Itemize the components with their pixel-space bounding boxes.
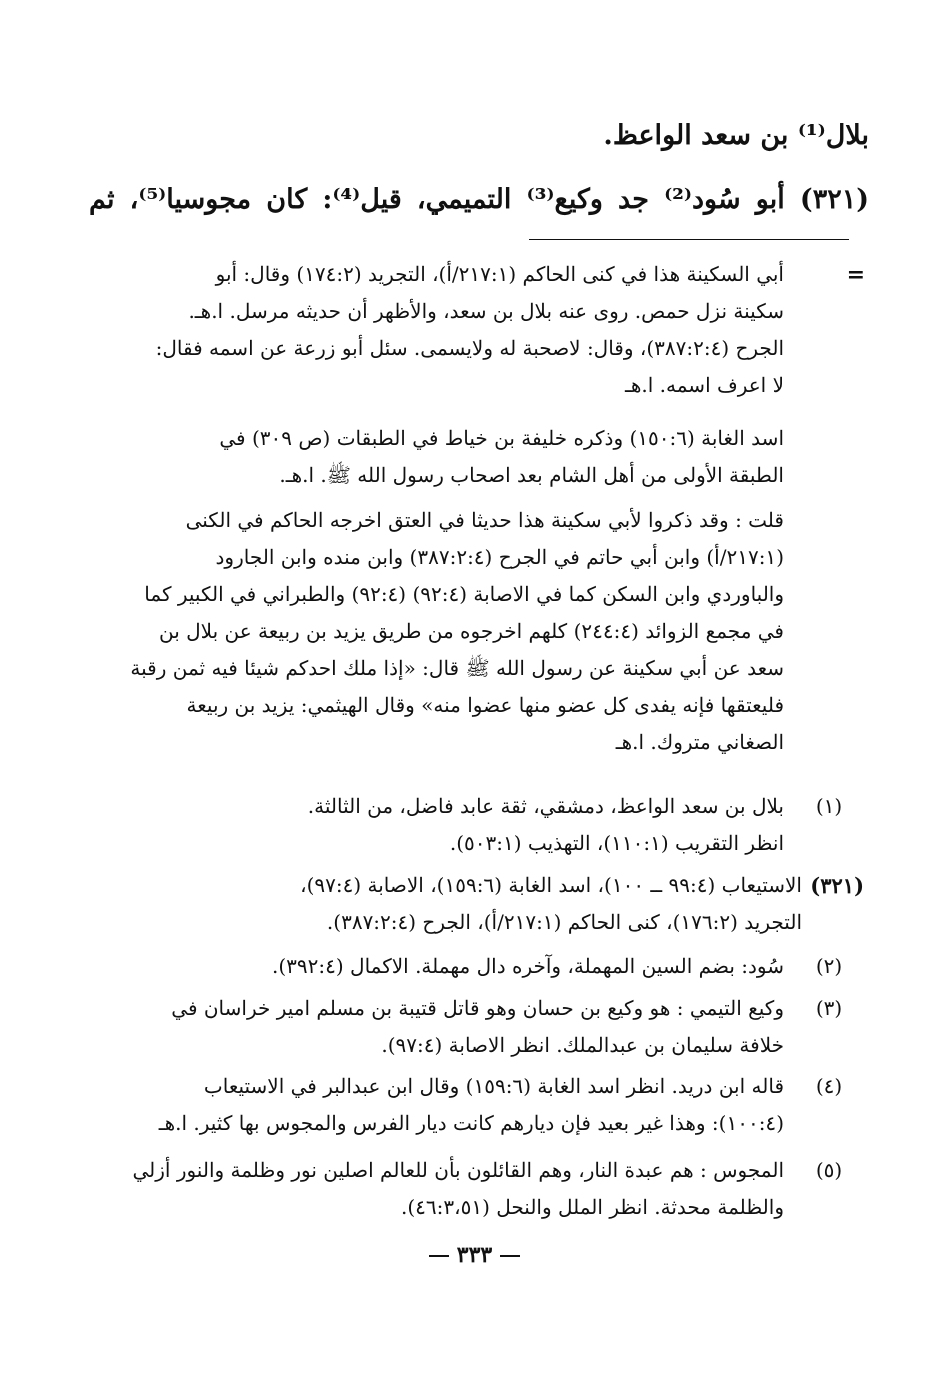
footnote-number: (٥) xyxy=(815,1158,843,1182)
dash-right xyxy=(500,1255,520,1257)
continued-footnote-paragraph-2 xyxy=(84,420,784,494)
footnote-line: اسد الغابة (١٥٠:٦) وذكره خليفة بن خياط في الطبقات (ص ٣٠٩) في xyxy=(219,426,784,450)
footnote-line: قلت : وقد ذكروا لأبي سكينة هذا حديثا في العتق اخرجه الحاكم في الكنى xyxy=(185,508,784,532)
footnote-line: والباوردي وابن السكن كما في الاصابة (٩٢:٤) (٩٢:٤) والطبراني في الكبير كما xyxy=(144,582,784,606)
footnote-line: لا اعرف اسمه. ا.هـ xyxy=(624,373,784,397)
footnote-line: المجوس : هم عبدة النار، وهم القائلون بأن للعالم اصلين نور وظلمة والنور أزلي xyxy=(132,1158,784,1182)
footnote-text xyxy=(84,788,784,862)
footnote-line: وكيع التيمي : هو وكيع بن حسان وهو قاتل قتيبة بن مسلم امير خراسان في xyxy=(171,996,784,1020)
dash-left xyxy=(429,1255,449,1257)
footnote-line: بلال بن سعد الواعظ، دمشقي، ثقة عابد فاضل، من الثالثة. xyxy=(307,794,784,818)
footnote-text xyxy=(84,867,802,941)
main-text-line-2: (٣٢١) أبو سُود⁽²⁾ جد وكيع⁽³⁾ التميمي، قيل⁽⁴⁾: كان مجوسيا⁽⁵⁾، ثم xyxy=(89,184,869,215)
footnote-number: (٤) xyxy=(815,1074,843,1098)
footnote-line: في مجمع الزوائد (٢٤٤:٤) كلهم اخرجوه من طريق يزيد بن ربيعة عن بلال بن xyxy=(158,619,784,643)
footnote-line: الصغاني متروك. ا.هـ xyxy=(615,730,784,754)
footnote-text xyxy=(84,948,784,985)
footnote-line: (٢١٧:١/أ) وابن أبي حاتم في الجرح (٣٨٧:٢:٤) وابن منده وابن الجارود xyxy=(215,545,784,569)
footnote-number: (١) xyxy=(815,794,843,818)
footnote-line: الطبقة الأولى من أهل الشام بعد اصحاب رسول الله ﷺ. ا.هـ. xyxy=(279,463,784,487)
footnote-line: التجريد (١٧٦:٢)، كنى الحاكم (٢١٧:١/أ)، الجرح (٣٨٧:٢:٤). xyxy=(326,910,802,934)
continued-footnote-paragraph-1 xyxy=(84,256,784,404)
continued-footnote-paragraph-3 xyxy=(84,502,784,761)
footnote-line: سكينة نزل حمص. روى عنه بلال بن سعد، والأظهر أن حديثه مرسل. ا.هـ. xyxy=(188,299,784,323)
footnote-number: (٢) xyxy=(815,954,843,978)
footnote-line: أبي السكينة هذا في كنى الحاكم (٢١٧:١/أ)، التجريد (١٧٤:٢) وقال: أبو xyxy=(215,262,784,286)
footnote-number: (٣٢١) xyxy=(810,873,864,898)
page-number-value: ٣٣٣ xyxy=(456,1242,493,1268)
footnote-line: الاستيعاب (٩٩:٤ ــ ١٠٠)، اسد الغابة (١٥٩:٦)، الاصابة (٩٧:٤)، xyxy=(300,873,802,897)
main-text-line-1: بلال⁽¹⁾ بن سعد الواعظ. xyxy=(603,120,869,151)
footnote-line: قاله ابن دريد. انظر اسد الغابة (١٥٩:٦) وقال ابن عبدالبر في الاستيعاب xyxy=(203,1074,784,1098)
footnote-line: خلافة سليمان بن عبدالملك. انظر الاصابة (٩٧:٤). xyxy=(381,1033,784,1057)
footnote-line: انظر التقريب (١١٠:١)، التهذيب (٥٠٣:١). xyxy=(449,831,784,855)
footnote-line: والظلمة محدثة. انظر الملل والنحل (٤٦:٣،٥١). xyxy=(400,1195,784,1219)
footnote-line: سعد عن أبي سكينة عن رسول الله ﷺ قال: «إذا ملك احدكم شيئا فيه ثمن رقبة xyxy=(130,656,784,680)
page-number xyxy=(0,1242,949,1268)
footnote-line: (١٠٠:٤): وهذا غير بعيد فإن ديارهم كانت ديار الفرس والمجوس بها كثير. ا.هـ xyxy=(158,1111,784,1135)
footnote-text xyxy=(84,1068,784,1142)
footnote-separator xyxy=(529,239,849,240)
continuation-mark: = xyxy=(846,262,865,288)
footnote-text xyxy=(84,1152,784,1226)
footnote-line: فليعتقها فإنه يفدى كل عضو منها عضوا منه» وقال الهيثمي: يزيد بن ربيعة xyxy=(186,693,784,717)
footnote-text xyxy=(84,990,784,1064)
footnote-line: الجرح (٣٨٧:٢:٤)، وقال: لاصحبة له ولايسمى. سئل أبو زرعة عن اسمه فقال: xyxy=(155,336,784,360)
footnote-number: (٣) xyxy=(815,996,843,1020)
footnote-line: سُود: بضم السين المهملة، وآخره دال مهملة. الاكمال (٣٩٢:٤). xyxy=(271,954,784,978)
